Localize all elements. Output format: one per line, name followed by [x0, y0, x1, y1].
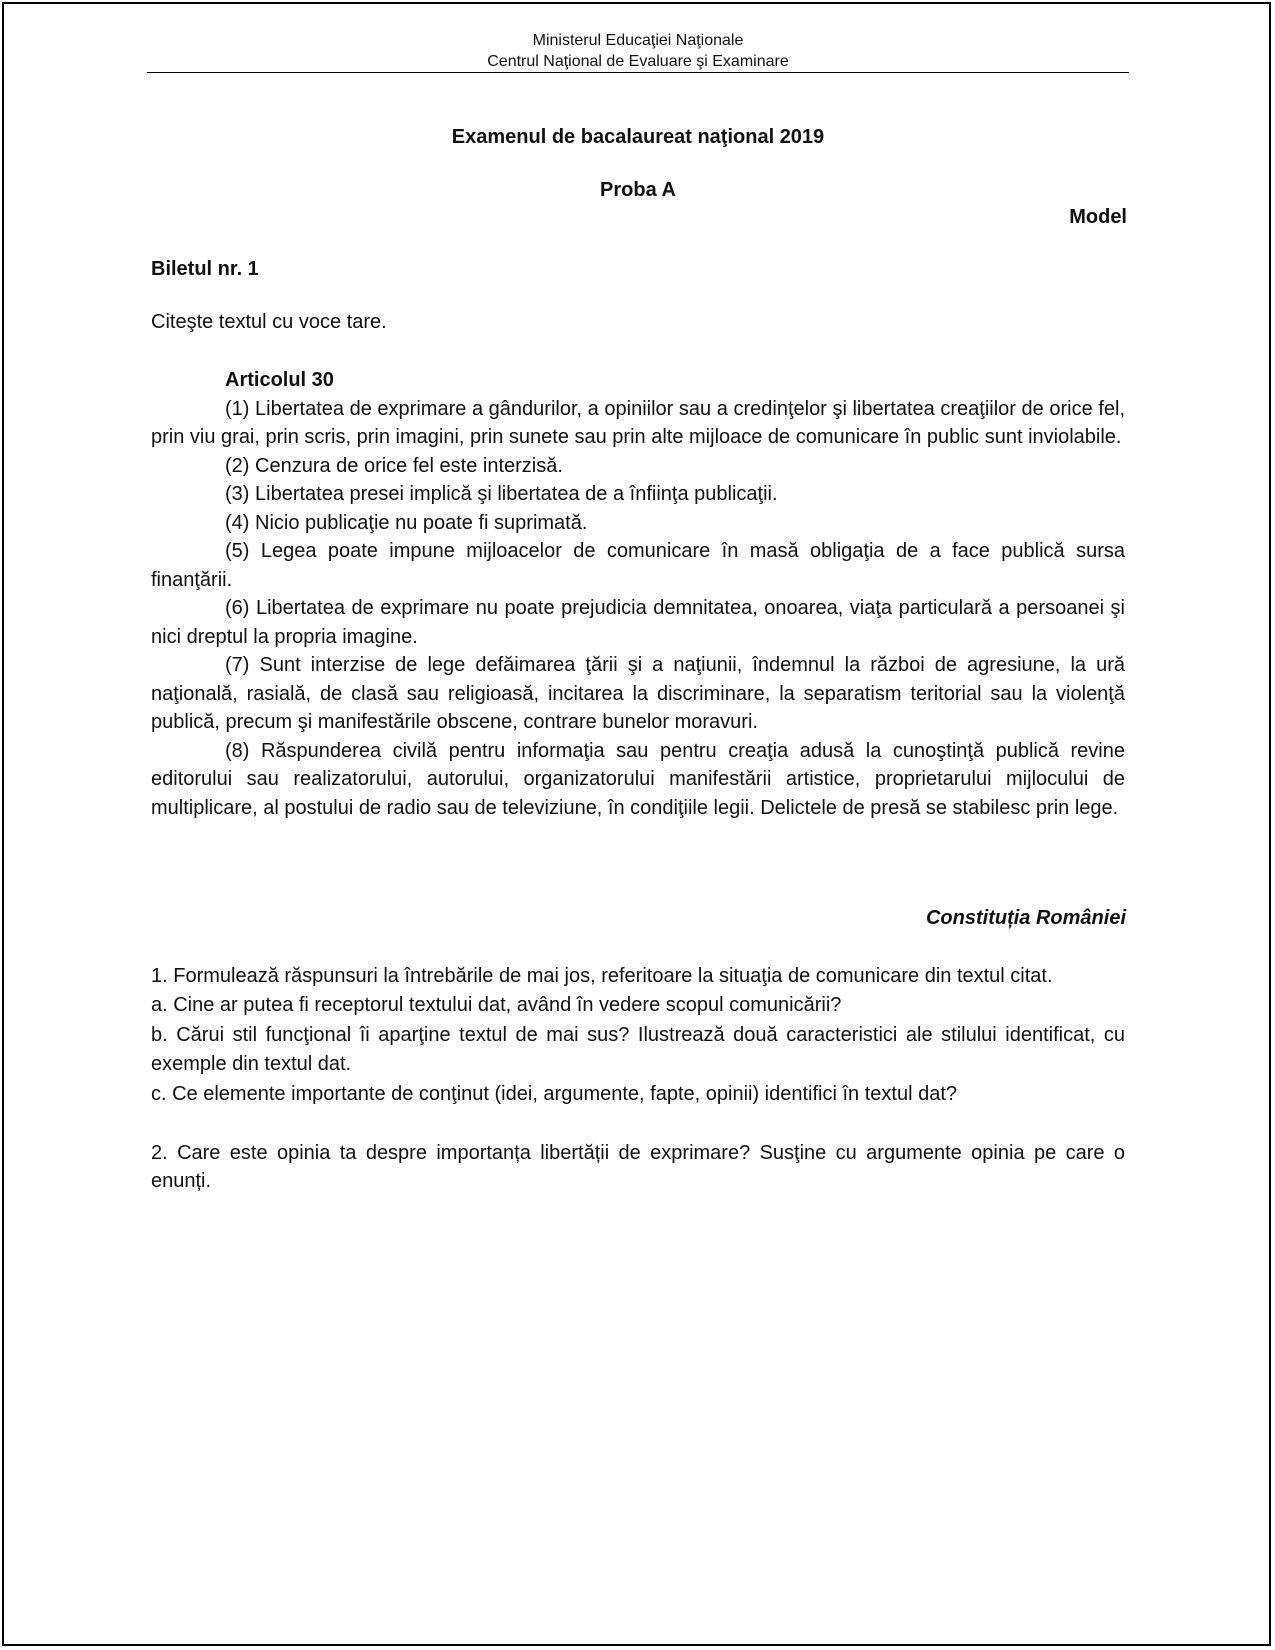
- article-source: Constituția României: [925, 907, 1126, 929]
- article-title: Articolul 30: [225, 369, 334, 391]
- proba-label: Proba A: [600, 179, 676, 201]
- article-paragraph: (3) Libertatea presei implică şi libertatea de a înfiinţa publicaţii.: [225, 483, 778, 505]
- article-paragraph: (2) Cenzura de orice fel este interzisă.: [225, 454, 563, 477]
- model-label: Model: [1069, 206, 1127, 228]
- question-2: 2. Care este opinia ta despre importanța libertății de exprimare? Susţine cu argumente opinia pe care o enunți.: [151, 1141, 1125, 1192]
- ticket-number: Biletul nr. 1: [151, 258, 259, 280]
- article-text: [151, 366, 1125, 822]
- question-1: 1. Formulează răspunsuri la întrebările de mai jos, referitoare la situaţia de comunicare din textul citat.: [151, 965, 1053, 987]
- question-1b: b. Cărui stil funcţional îi aparţine textul de mai sus? Ilustrează două caracteristici ale stilului identificat, cu exemple din textul dat.: [151, 1024, 1125, 1075]
- article-paragraph: (8) Răspunderea civilă pentru informaţia sau pentru creaţia adusă la cunoştinţă publică revine editorului sau realizatorului, autorului, organizatorului manifestării artistice, proprietarului mijlocului de multiplicare, al postului de radio sau de televiziune, în condiţiile legii. Delictele de presă se stabilesc prin lege.: [151, 739, 1125, 819]
- article-paragraph: (1) Libertatea de exprimare a gândurilor, a opiniilor sau a credinţelor şi libertatea creaţiilor de orice fel, prin viu grai, prin scris, prin imagini, prin sunete sau prin alte mijloace de comunicare în public sunt inviolabile.: [151, 397, 1125, 448]
- page-border: [2, 2, 1271, 1646]
- exam-title: Examenul de bacalaureat naţional 2019: [451, 126, 825, 148]
- question-1c: c. Ce elemente importante de conţinut (idei, argumente, fapte, opinii) identifici în textul dat?: [151, 1083, 958, 1105]
- ministry-name: Ministerul Educaţiei Naţionale: [532, 32, 744, 49]
- article-paragraph: (7) Sunt interzise de lege defăimarea ţării şi a naţiunii, îndemnul la război de agresiune, la ură naţională, rasială, de clasă sau religioasă, incitarea la discriminare, la separatism teritorial sau la violenţă publică, precum şi manifestările obscene, contrare bunelor moravuri.: [151, 654, 1125, 733]
- document-header: [147, 30, 1129, 72]
- article-paragraph: (6) Libertatea de exprimare nu poate prejudicia demnitatea, onoarea, viaţa particulară a persoanei şi nici dreptul la propria imagine.: [151, 597, 1125, 648]
- reading-instruction: Citeşte textul cu voce tare.: [151, 311, 387, 333]
- question-1a: a. Cine ar putea fi receptorul textului dat, având în vedere scopul comunicării?: [151, 993, 842, 1016]
- center-name: Centrul Naţional de Evaluare şi Examinare: [487, 53, 789, 70]
- spacer: [151, 1111, 1125, 1139]
- questions-section: [151, 962, 1125, 1196]
- article-paragraph: (4) Nicio publicaţie nu poate fi suprimată.: [225, 511, 588, 534]
- header-divider: [147, 72, 1129, 73]
- article-paragraph: (5) Legea poate impune mijloacelor de comunicare în masă obligaţia de a face publică sursa finanţării.: [151, 540, 1125, 591]
